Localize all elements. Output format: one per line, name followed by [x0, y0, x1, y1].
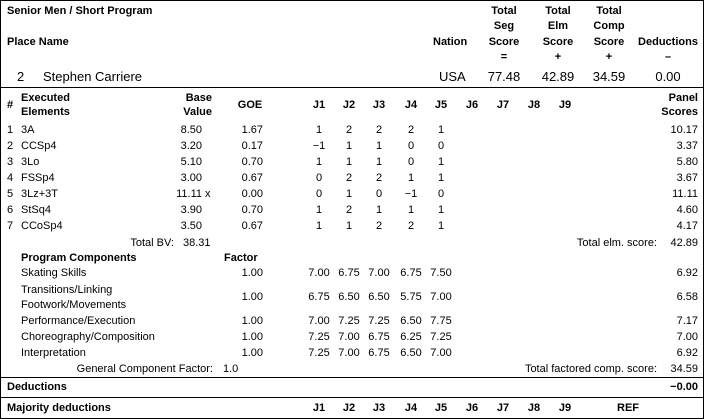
element-judge-score: 1 [345, 220, 353, 232]
component-judge-score: 7.25 [338, 315, 360, 327]
component-judge-score: 6.75 [338, 267, 360, 279]
judge-header-3: J3 [372, 99, 386, 111]
panel-header-1: Panel [668, 92, 698, 104]
skater-place: 2 [17, 69, 25, 84]
deductions-header: Deductions [638, 36, 698, 48]
majority-judge-3: J3 [372, 402, 386, 414]
element-num: 3 [7, 156, 14, 168]
elm-header-3: Score [542, 36, 574, 48]
nation-header: Nation [433, 36, 468, 48]
element-goe: 1.67 [241, 124, 263, 136]
element-goe: 0.00 [241, 188, 263, 200]
element-judge-score: 1 [407, 172, 415, 184]
component-judge-score: 6.50 [400, 347, 422, 359]
element-num: 4 [7, 172, 14, 184]
gcf-value: 1.0 [223, 363, 239, 375]
majority-judge-9: J9 [558, 402, 572, 414]
element-judge-score: 1 [375, 140, 383, 152]
majority-judge-7: J7 [496, 402, 510, 414]
skater-nation: USA [439, 69, 466, 84]
element-judge-score: 1 [407, 204, 415, 216]
element-judge-score: 1 [375, 156, 383, 168]
element-judge-score: 0 [315, 188, 323, 200]
component-name: Performance/Execution [21, 315, 136, 327]
elements-num-header: # [7, 99, 14, 111]
element-judge-score: 0 [437, 140, 445, 152]
element-judge-score: 1 [345, 140, 353, 152]
element-goe: 0.70 [241, 204, 263, 216]
element-panel: 4.17 [676, 220, 698, 232]
component-judge-score: 7.00 [338, 347, 360, 359]
component-judge-score: 6.50 [400, 315, 422, 327]
element-judge-score: 1 [315, 124, 323, 136]
element-judge-score: −1 [312, 140, 326, 152]
element-judge-score: 1 [315, 204, 323, 216]
element-judge-score: 2 [407, 124, 415, 136]
element-judge-score: 2 [345, 172, 353, 184]
element-goe: 0.17 [241, 140, 263, 152]
element-name: 3Lo [21, 156, 40, 168]
comp-score: 34.59 [592, 69, 626, 84]
elm-score: 42.89 [541, 69, 575, 84]
element-base: 3.20 [180, 140, 202, 152]
component-judge-score: 7.25 [430, 331, 452, 343]
element-judge-score: 1 [437, 156, 445, 168]
component-judge-score: 5.75 [400, 291, 422, 303]
element-judge-score: 1 [437, 220, 445, 232]
majority-judge-8: J8 [527, 402, 541, 414]
comp-header-1: Total [596, 5, 622, 17]
seg-header-2: Seg [493, 20, 515, 32]
element-judge-score: 2 [407, 220, 415, 232]
component-factor: 1.00 [241, 267, 263, 279]
element-panel: 3.37 [676, 140, 698, 152]
element-base: 3.50 [180, 220, 202, 232]
majority-judge-6: J6 [465, 402, 479, 414]
total-elm-value: 42.89 [670, 237, 698, 249]
component-judge-score: 7.25 [308, 331, 330, 343]
components-header: Program Components [21, 252, 137, 264]
element-judge-score: 2 [375, 124, 383, 136]
deductions-label: Deductions [7, 381, 67, 393]
element-name: CCoSp4 [21, 220, 63, 232]
element-num: 1 [7, 124, 14, 136]
component-judge-score: 6.75 [400, 267, 422, 279]
element-judge-score: 0 [315, 172, 323, 184]
component-judge-score: 7.75 [430, 315, 452, 327]
majority-label: Majority deductions [7, 402, 111, 414]
element-mark: x [205, 188, 211, 200]
component-judge-score: 7.00 [308, 267, 330, 279]
component-judge-score: 7.00 [368, 267, 390, 279]
deductions-value: −0.00 [670, 381, 698, 393]
element-judge-score: −1 [404, 188, 418, 200]
comp-header-4: + [605, 51, 613, 63]
component-panel: 7.17 [676, 315, 698, 327]
component-panel: 6.58 [676, 291, 698, 303]
component-panel: 6.92 [676, 267, 698, 279]
component-judge-score: 7.25 [368, 315, 390, 327]
element-judge-score: 0 [375, 188, 383, 200]
element-name: StSq4 [21, 204, 51, 216]
element-judge-score: 2 [375, 172, 383, 184]
element-goe: 0.67 [241, 220, 263, 232]
element-base: 3.90 [180, 204, 202, 216]
element-name: 3Lz+3T [21, 188, 58, 200]
judge-header-8: J8 [527, 99, 541, 111]
component-judge-score: 6.75 [368, 347, 390, 359]
element-num: 2 [7, 140, 14, 152]
base-header-2: Value [183, 106, 212, 118]
total-comp-label: Total factored comp. score: [524, 363, 657, 375]
element-judge-score: 0 [407, 140, 415, 152]
element-judge-score: 1 [345, 188, 353, 200]
elm-header-2: Elm [547, 20, 569, 32]
divider [1, 87, 703, 88]
component-factor: 1.00 [241, 315, 263, 327]
component-name: Transitions/Linking [21, 284, 113, 296]
component-judge-score: 6.75 [368, 331, 390, 343]
total-bv-value: 38.31 [183, 237, 211, 249]
place-name-header: Place Name [7, 36, 69, 48]
element-judge-score: 1 [437, 204, 445, 216]
component-judge-score: 6.25 [400, 331, 422, 343]
base-header-1: Base [185, 92, 212, 104]
element-judge-score: 2 [345, 204, 353, 216]
component-factor: 1.00 [241, 347, 263, 359]
skater-name: Stephen Carriere [43, 69, 142, 84]
element-goe: 0.70 [241, 156, 263, 168]
elm-header-4: + [554, 51, 562, 63]
element-num: 6 [7, 204, 14, 216]
comp-header-2: Comp [593, 20, 625, 32]
component-judge-score: 7.50 [430, 267, 452, 279]
element-num: 7 [7, 220, 14, 232]
component-judge-score: 7.25 [308, 347, 330, 359]
component-judge-score: 6.75 [308, 291, 330, 303]
total-comp-value: 34.59 [670, 363, 698, 375]
element-panel: 5.80 [676, 156, 698, 168]
component-judge-score: 6.50 [338, 291, 360, 303]
elm-header-1: Total [545, 5, 571, 17]
element-panel: 11.11 [672, 188, 698, 200]
gcf-label: General Component Factor: [76, 363, 213, 375]
factor-header: Factor [224, 252, 258, 264]
judge-header-4: J4 [404, 99, 418, 111]
seg-header-1: Total [491, 5, 517, 17]
element-judge-score: 1 [437, 172, 445, 184]
component-panel: 6.92 [676, 347, 698, 359]
element-name: 3A [21, 124, 35, 136]
judge-header-1: J1 [312, 99, 326, 111]
component-name: Choreography/Composition [21, 331, 155, 343]
total-bv-label: Total BV: [130, 237, 174, 249]
executed-header-2: Elements [21, 106, 70, 118]
element-panel: 3.67 [676, 172, 698, 184]
divider [1, 397, 703, 398]
element-judge-score: 2 [345, 124, 353, 136]
element-judge-score: 1 [315, 156, 323, 168]
element-judge-score: 2 [375, 220, 383, 232]
element-judge-score: 1 [437, 124, 445, 136]
judge-header-2: J2 [342, 99, 356, 111]
element-goe: 0.67 [241, 172, 263, 184]
element-base: 8.50 [180, 124, 202, 136]
element-judge-score: 0 [407, 156, 415, 168]
seg-header-4: = [500, 51, 508, 63]
component-judge-score: 7.00 [308, 315, 330, 327]
element-judge-score: 1 [375, 204, 383, 216]
majority-judge-4: J4 [404, 402, 418, 414]
ref-label: REF [617, 402, 639, 414]
judge-header-6: J6 [465, 99, 479, 111]
component-judge-score: 7.00 [338, 331, 360, 343]
deductions-header-sign: – [664, 51, 672, 63]
component-factor: 1.00 [241, 291, 263, 303]
seg-score: 77.48 [487, 69, 521, 84]
goe-header: GOE [237, 99, 263, 111]
judge-header-9: J9 [558, 99, 572, 111]
majority-judge-5: J5 [434, 402, 448, 414]
component-name: Interpretation [21, 347, 86, 359]
majority-judge-1: J1 [312, 402, 326, 414]
executed-header-1: Executed [21, 92, 70, 104]
event-title: Senior Men / Short Program [7, 5, 153, 17]
component-judge-score: 7.00 [430, 291, 452, 303]
ded-score: 0.00 [655, 69, 681, 84]
element-name: FSSp4 [21, 172, 55, 184]
component-name: Footwork/Movements [21, 299, 127, 311]
element-panel: 10.17 [670, 124, 698, 136]
element-base: 5.10 [180, 156, 202, 168]
component-factor: 1.00 [241, 331, 263, 343]
element-name: CCSp4 [21, 140, 57, 152]
element-base: 3.00 [180, 172, 202, 184]
component-judge-score: 6.50 [368, 291, 390, 303]
panel-header-2: Scores [661, 106, 698, 118]
element-judge-score: 1 [345, 156, 353, 168]
total-elm-label: Total elm. score: [576, 237, 657, 249]
component-judge-score: 7.00 [430, 347, 452, 359]
seg-header-3: Score [488, 36, 520, 48]
judge-header-7: J7 [496, 99, 510, 111]
component-panel: 7.00 [676, 331, 698, 343]
comp-header-3: Score [593, 36, 625, 48]
judge-header-5: J5 [434, 99, 448, 111]
component-name: Skating Skills [21, 267, 87, 279]
element-panel: 4.60 [676, 204, 698, 216]
element-judge-score: 0 [437, 188, 445, 200]
majority-judge-2: J2 [342, 402, 356, 414]
element-judge-score: 1 [315, 220, 323, 232]
element-base: 11.11 [176, 188, 202, 200]
element-num: 5 [7, 188, 14, 200]
divider [1, 377, 703, 378]
